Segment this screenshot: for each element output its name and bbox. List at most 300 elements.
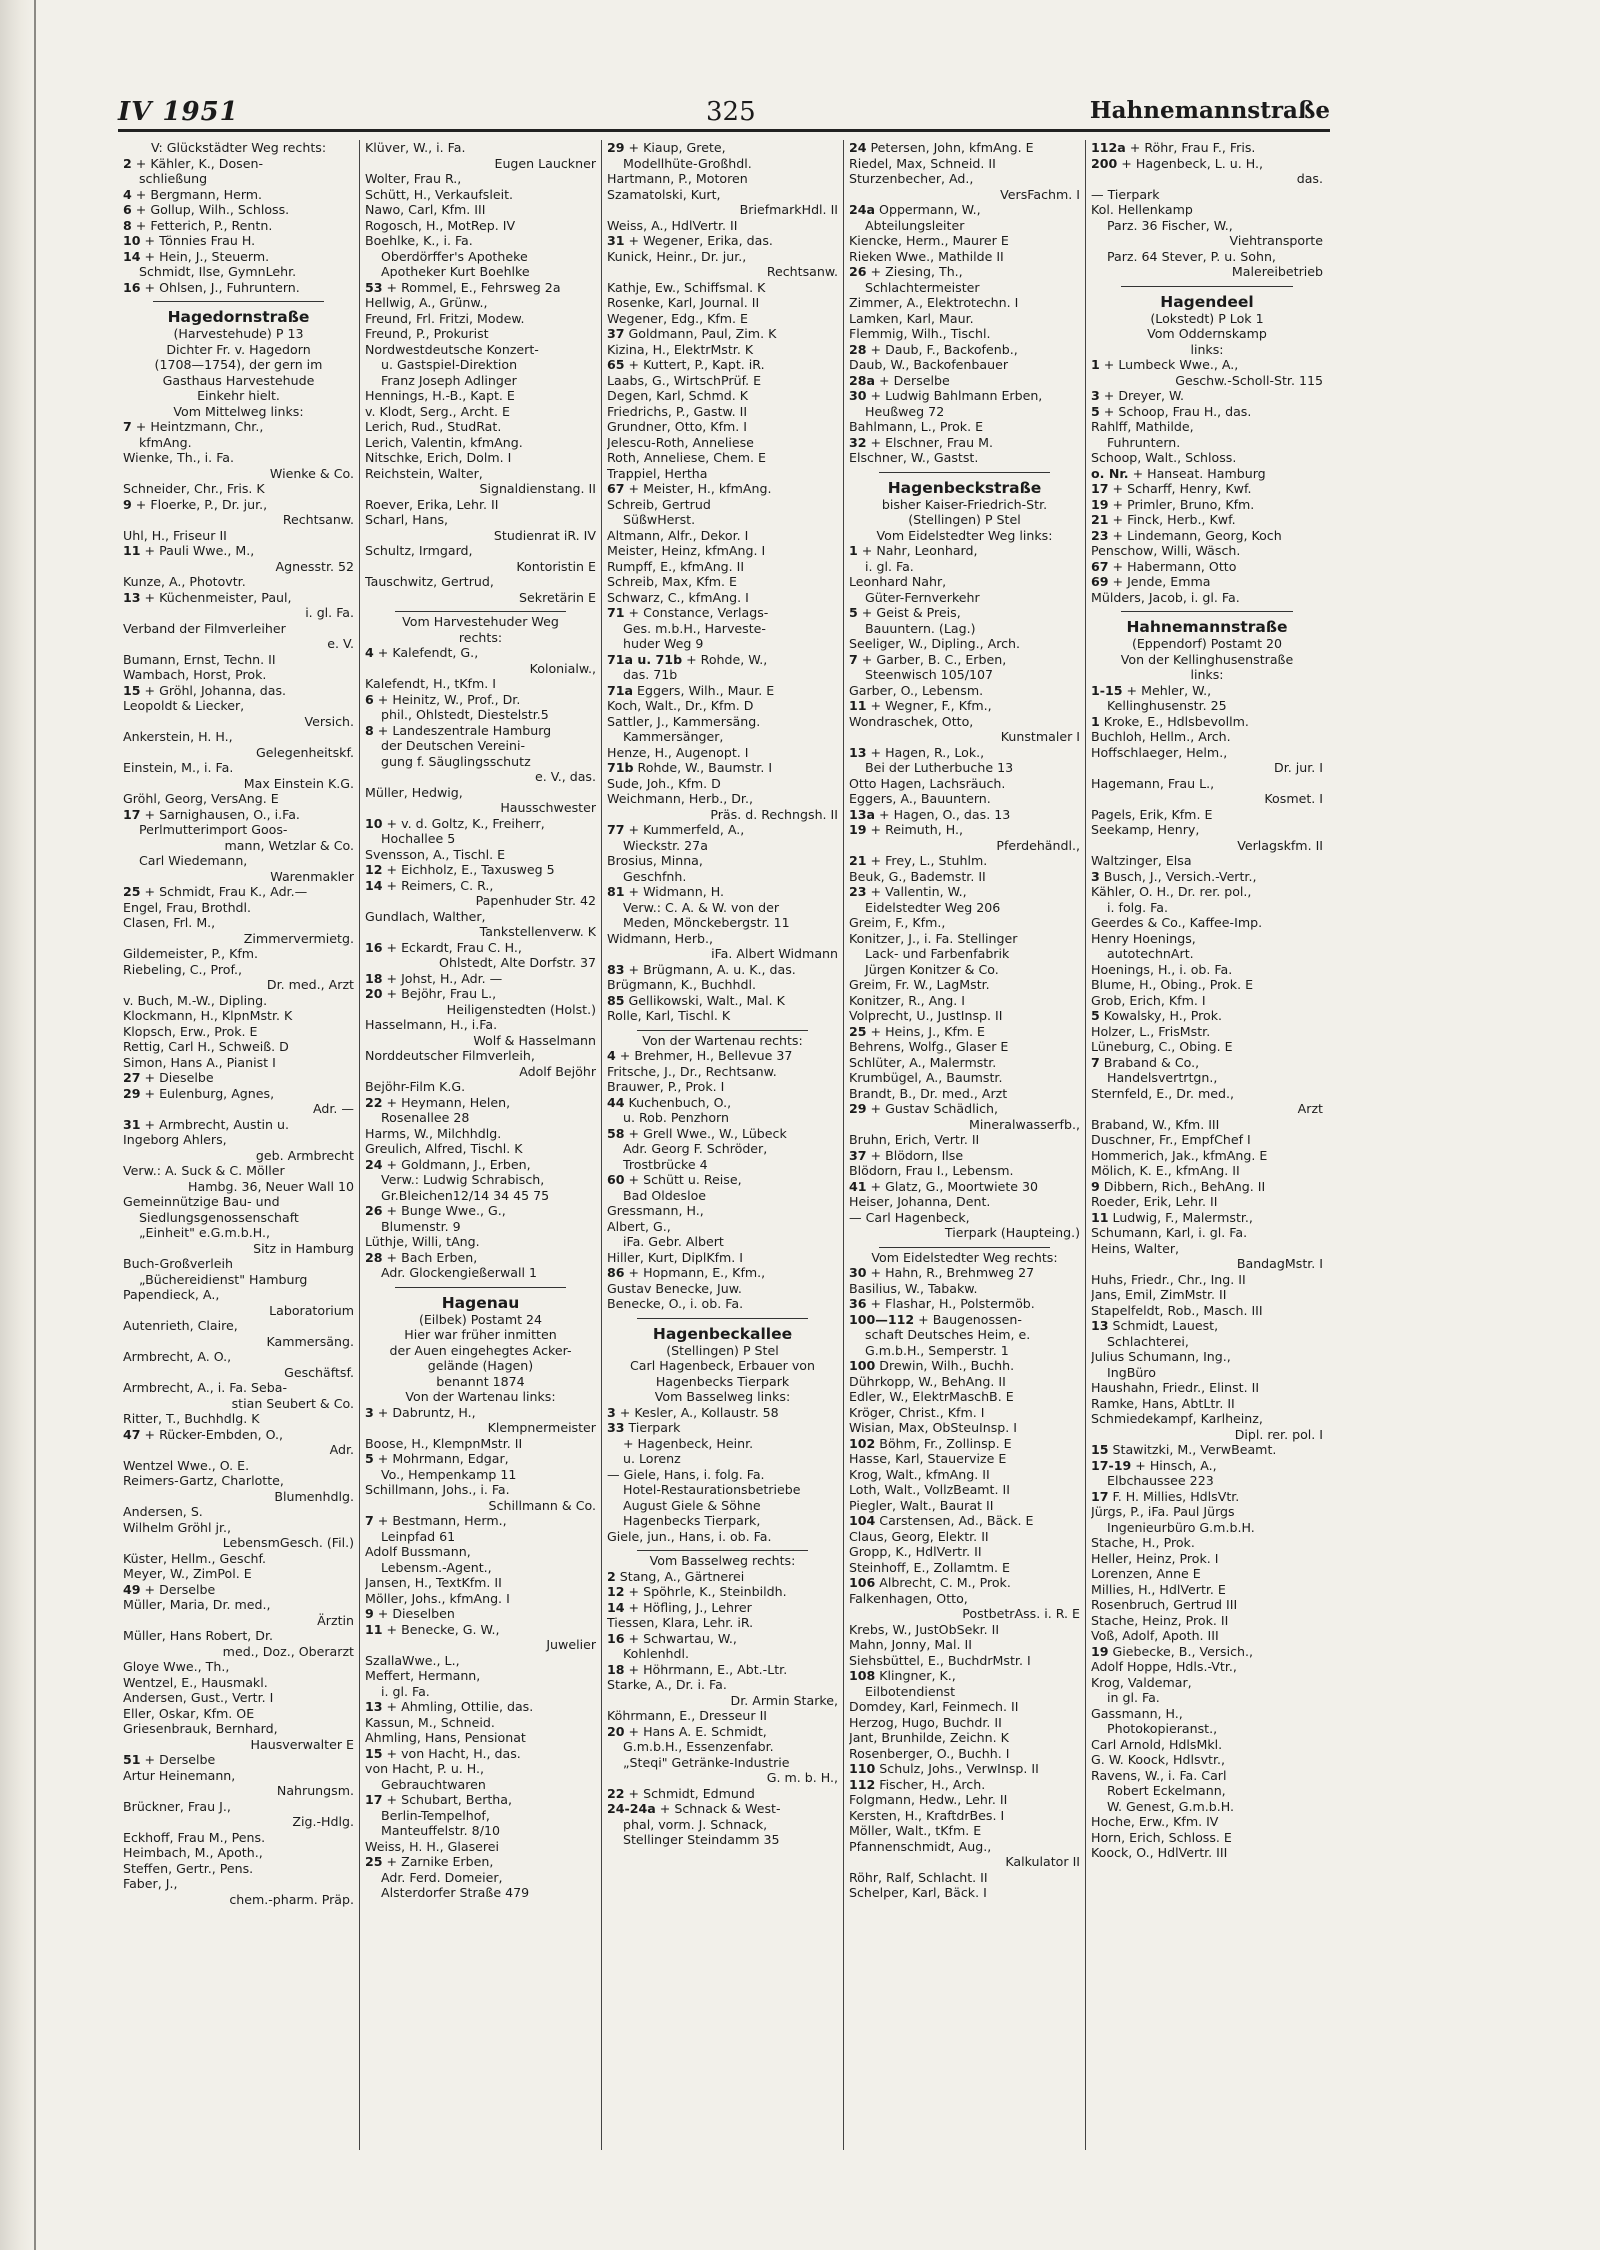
directory-line: Papenhuder Str. 42 [475, 893, 596, 908]
directory-line: 5 Kowalsky, H., Prok. [1091, 1008, 1223, 1023]
directory-line: 108 Klingner, K., [849, 1668, 956, 1683]
directory-line: Dr. med., Arzt [266, 977, 354, 992]
directory-line: + Hagenbeck, Heinr. [623, 1435, 754, 1451]
directory-line: Jelescu-Roth, Anneliese [607, 434, 754, 450]
directory-line: Adr. — [312, 1101, 354, 1116]
directory-line: Rettig, Carl H., Schweiß. D [123, 1039, 289, 1054]
directory-line: Rosenbruch, Gertrud III [1091, 1597, 1238, 1612]
directory-line: Schmiedekampf, Karlheinz, [1091, 1411, 1263, 1426]
directory-line: Hier war früher inmitten [404, 1327, 557, 1342]
volume-year: IV 1951 [118, 97, 239, 127]
directory-line: 14 + Höfling, J., Lehrer [607, 1599, 752, 1615]
directory-line: Flemmig, Wilh., Tischl. [849, 326, 991, 341]
directory-line: Brandt, B., Dr. med., Arzt [849, 1085, 1008, 1101]
directory-line: Trostbrücke 4 [623, 1156, 708, 1172]
directory-line: Kalkulator II [1005, 1854, 1080, 1869]
directory-line: Grundner, Otto, Kfm. I [607, 419, 747, 434]
directory-line: Millies, H., HdlVertr. E [1091, 1581, 1226, 1597]
directory-line: Vom Eidelstedter Weg links: [876, 527, 1053, 543]
directory-line: Kunick, Heinr., Dr. jur., [607, 248, 747, 264]
directory-line: Eller, Oskar, Kfm. OE [123, 1705, 255, 1721]
directory-line: Arzt [1297, 1101, 1323, 1116]
directory-line: 24 Petersen, John, kfmAng. E [849, 140, 1034, 155]
directory-line: Kammersäng. [266, 1333, 354, 1349]
directory-line: 65 + Kuttert, P., Kapt. iR. [607, 357, 765, 372]
directory-line: i. gl. Fa. [865, 558, 914, 574]
directory-line: Rieken Wwe., Mathilde II [849, 248, 1004, 264]
directory-line: Stache, Heinz, Prok. II [1091, 1612, 1229, 1628]
directory-line: SzallaWwe., L., [365, 1652, 460, 1668]
directory-line: Meyer, W., ZimPol. E [123, 1566, 252, 1581]
directory-line: Koch, Walt., Dr., Kfm. D [607, 698, 754, 713]
directory-line: Schreib, Gertrud [607, 496, 711, 512]
directory-line: 71b Rohde, W., Baumstr. I [607, 760, 773, 775]
directory-line: u. Rob. Penzhorn [623, 1110, 729, 1125]
directory-line: Malereibetrieb [1231, 264, 1323, 279]
directory-line: (Eppendorf) Postamt 20 [1131, 636, 1283, 651]
directory-line: 26 + Bunge Wwe., G., [365, 1203, 506, 1218]
directory-line: Henze, H., Augenopt. I [607, 744, 749, 760]
directory-line: G.m.b.H., Semperstr. 1 [865, 1342, 1009, 1358]
directory-line: Horn, Erich, Schloss. E [1091, 1829, 1232, 1845]
directory-line: 110 Schulz, Johs., VerwInsp. II [849, 1761, 1039, 1776]
directory-line: Ingeborg Ahlers, [123, 1132, 227, 1147]
directory-line: Andersen, Gust., Vertr. I [123, 1690, 274, 1705]
directory-line: 25 + Zarnike Erben, [365, 1854, 494, 1869]
directory-line: iFa. Gebr. Albert [623, 1234, 724, 1249]
directory-line: Franz Joseph Adlinger [381, 372, 517, 388]
directory-line: Hagenbecks Tierpark [655, 1373, 790, 1389]
directory-line: Greim, Fr. W., LagMstr. [849, 977, 990, 992]
directory-line: Penschow, Willi, Wäsch. [1091, 543, 1241, 558]
directory-line: Jant, Brunhilde, Zeichn. K [849, 1730, 1009, 1745]
directory-line: Verw.: A. Suck & C. Möller [123, 1163, 285, 1178]
directory-line: 6 + Heinitz, W., Prof., Dr. [365, 691, 521, 707]
directory-line: Hagemann, Frau L., [1091, 775, 1215, 791]
directory-line: 71 + Constance, Verlags- [607, 605, 769, 620]
directory-line: (1708—1754), der gern im [154, 357, 323, 372]
directory-line: Bei der Lutherbuche 13 [865, 760, 1014, 775]
directory-line: Kohlenhdl. [623, 1646, 690, 1661]
directory-line: Julius Schumann, Ing., [1091, 1349, 1231, 1364]
street-heading: Hagenbeckallee [652, 1324, 793, 1343]
section-rule [879, 1247, 1050, 1248]
directory-line: 9 Dibbern, Rich., BehAng. II [1091, 1178, 1266, 1194]
directory-line: Ritter, T., Buchhdlg. K [123, 1411, 260, 1426]
directory-line: 7 + Garber, B. C., Erben, [849, 651, 1007, 667]
section-rule [1121, 286, 1293, 287]
directory-line: Stellinger Steindamm 35 [623, 1832, 780, 1847]
directory-line: 8 + Landeszentrale Hamburg [365, 722, 552, 738]
directory-line: Jansen, H., TextKfm. II [365, 1575, 502, 1590]
directory-line: 71a Eggers, Wilh., Maur. E [607, 682, 775, 698]
directory-line: 58 + Grell Wwe., W., Lübeck [607, 1125, 787, 1141]
directory-line: 13 + Ahmling, Ottilie, das. [365, 1699, 534, 1714]
directory-line: 17 + Sarnighausen, O., i.Fa. [123, 806, 300, 822]
directory-line: — Carl Hagenbeck, [849, 1209, 970, 1225]
directory-line: Roever, Erika, Lehr. II [365, 496, 499, 512]
directory-line: Ges. m.b.H., Harveste- [623, 620, 766, 636]
directory-line: benannt 1874 [436, 1373, 525, 1389]
directory-line: Freund, P., Prokurist [365, 326, 489, 341]
directory-line: Klempnermeister [487, 1420, 596, 1435]
directory-line: Gundlach, Walther, [365, 908, 486, 924]
directory-line: 11 + Benecke, G. W., [365, 1621, 500, 1637]
directory-line: — Tierpark [1091, 186, 1160, 202]
directory-line: Steinhoff, E., Zollamtm. E [849, 1559, 1010, 1575]
directory-line: Reichstein, Walter, [365, 465, 483, 481]
directory-line: Rosenallee 28 [381, 1110, 470, 1125]
directory-line: Hambg. 36, Neuer Wall 10 [188, 1178, 354, 1194]
directory-line: phal, vorm. J. Schnack, [623, 1816, 768, 1832]
directory-line: Ravens, W., i. Fa. Carl [1091, 1767, 1227, 1783]
directory-line: 7 Braband & Co., [1091, 1054, 1200, 1070]
directory-line: Buch-Großverleih [123, 1256, 233, 1271]
directory-line: Faber, J., [123, 1876, 178, 1891]
directory-line: Norddeutscher Filmverleih, [365, 1048, 535, 1063]
directory-line: Engel, Frau, Brothdl. [123, 899, 252, 915]
directory-line: Hochallee 5 [381, 831, 456, 846]
directory-line: 15 Stawitzki, M., VerwBeamt. [1091, 1442, 1277, 1457]
directory-line: Degen, Karl, Schmd. K [607, 388, 749, 403]
directory-line: 69 + Jende, Emma [1091, 574, 1211, 589]
directory-line: Kröger, Christ., Kfm. I [849, 1404, 985, 1420]
directory-line: 33 Tierpark [607, 1420, 681, 1435]
directory-line: Heußweg 72 [865, 403, 945, 419]
directory-line: Garber, O., Lebensm. [849, 682, 984, 698]
column-1 [118, 140, 360, 2150]
directory-line: Holzer, L., FrisMstr. [1091, 1023, 1211, 1039]
directory-line: Greulich, Alfred, Tischl. K [365, 1141, 523, 1156]
directory-line: Hellwig, A., Grünw., [365, 295, 488, 310]
directory-line: Heimbach, M., Apoth., [123, 1845, 263, 1860]
text-columns [118, 140, 1330, 2150]
directory-line: Kizina, H., ElektrMstr. K [607, 341, 754, 357]
directory-line: Papendieck, A., [123, 1287, 220, 1302]
directory-line: v. Klodt, Serg., Archt. E [365, 403, 510, 419]
directory-line: Vo., Hempenkamp 11 [381, 1466, 517, 1482]
directory-line: G.m.b.H., Essenzenfabr. [623, 1739, 774, 1754]
directory-line: 11 Ludwig, F., Malermstr., [1091, 1209, 1253, 1225]
directory-line: 12 + Spöhrle, K., Steinbildh. [607, 1584, 787, 1599]
directory-line: Sternfeld, E., Dr. med., [1091, 1085, 1235, 1101]
directory-line: Lebensm.-Agent., [381, 1559, 492, 1575]
directory-line: 28 + Bach Erben, [365, 1249, 478, 1265]
directory-line: Mülders, Jacob, i. gl. Fa. [1091, 589, 1240, 605]
directory-line: Schultz, Irmgard, [365, 543, 473, 558]
directory-line: Kolonialw., [529, 660, 596, 676]
directory-line: Sturzenbecher, Ad., [849, 171, 974, 186]
directory-line: Boehlke, K., i. Fa. [365, 233, 473, 248]
directory-line: Giele, jun., Hans, i. ob. Fa. [607, 1528, 772, 1544]
directory-line: Heins, Walter, [1091, 1240, 1179, 1256]
directory-line: Jürgs, P., iFa. Paul Jürgs [1091, 1504, 1235, 1519]
directory-line: Steffen, Gertr., Pens. [123, 1860, 254, 1876]
directory-line: Gebrauchtwaren [381, 1776, 486, 1792]
directory-line: Tankstellenverw. K [479, 924, 596, 939]
directory-line: Herzog, Hugo, Buchdr. II [849, 1714, 1002, 1730]
directory-line: Konitzer, R., Ang. I [849, 992, 965, 1008]
directory-line: Hoche, Erw., Kfm. IV [1091, 1814, 1219, 1829]
directory-line: 15 + Gröhl, Johanna, das. [123, 682, 287, 698]
directory-line: Schillmann & Co. [488, 1497, 596, 1513]
directory-line: 25 + Schmidt, Frau K., Adr.— [123, 884, 308, 899]
directory-line: 10 + v. d. Goltz, K., Freiherr, [365, 815, 545, 831]
directory-line: 1 Kroke, E., Hdlsbevollm. [1091, 713, 1249, 729]
directory-line: Adr. Georg F. Schröder, [623, 1141, 768, 1156]
directory-line: Hotel-Restaurationsbetriebe [623, 1482, 801, 1497]
directory-line: Meister, Heinz, kfmAng. I [607, 543, 766, 558]
directory-line: Alsterdorfer Straße 479 [381, 1885, 530, 1900]
directory-line: 25 + Heins, J., Kfm. E [849, 1023, 986, 1039]
directory-line: Eidelstedter Weg 206 [865, 899, 1001, 915]
directory-line: Müller, Maria, Dr. med., [123, 1597, 271, 1612]
directory-line: Lack- und Farbenfabrik [865, 946, 1010, 961]
directory-line: Roth, Anneliese, Chem. E [607, 450, 766, 465]
directory-line: Kellinghusenstr. 25 [1107, 698, 1227, 713]
directory-line: Kähler, O. H., Dr. rer. pol., [1091, 884, 1252, 899]
directory-line: Gr.Bleichen12/14 34 45 75 [381, 1187, 550, 1203]
directory-line: Bruhn, Erich, Vertr. II [849, 1132, 980, 1147]
directory-line: e. V., das. [534, 769, 596, 784]
directory-line: 6 + Gollup, Wilh., Schloss. [123, 202, 290, 217]
directory-line: Dichter Fr. v. Hagedorn [166, 341, 311, 357]
directory-line: Schelper, Karl, Bäck. I [849, 1885, 987, 1900]
directory-line: 44 Kuchenbuch, O., [607, 1094, 732, 1110]
directory-line: Autenrieth, Claire, [123, 1318, 238, 1333]
directory-line: u. Gastspiel-Direktion [381, 357, 518, 372]
directory-line: links: [1190, 667, 1224, 682]
directory-line: 37 + Blödorn, Ilse [849, 1147, 964, 1163]
directory-line: Einstein, M., i. Fa. [123, 760, 234, 775]
directory-line: Laabs, G., WirtschPrüf. E [607, 372, 762, 388]
directory-line: Kontoristin E [516, 558, 596, 574]
directory-line: Zimmervermietg. [243, 930, 354, 946]
directory-line: Lerich, Rud., StudRat. [365, 419, 502, 434]
directory-line: Adolf Bussmann, [365, 1544, 471, 1559]
directory-line: Leopoldt & Liecker, [123, 698, 245, 713]
directory-line: 30 + Hahn, R., Brehmweg 27 [849, 1265, 1035, 1280]
directory-line: (Harvestehude) P 13 [173, 326, 304, 341]
directory-line: IngBüro [1107, 1364, 1156, 1380]
directory-line: Gropp, K., HdlVertr. II [849, 1544, 982, 1559]
directory-line: Falkenhagen, Otto, [849, 1590, 968, 1606]
directory-line: Parz. 36 Fischer, W., [1107, 217, 1233, 233]
directory-line: 2 + Kähler, K., Dosen- [123, 155, 263, 171]
directory-line: Ramke, Hans, AbtLtr. II [1091, 1395, 1235, 1411]
directory-line: Steenwisch 105/107 [865, 667, 993, 682]
directory-line: Seekamp, Henry, [1091, 822, 1200, 837]
directory-line: Altmann, Alfr., Dekor. I [607, 527, 749, 543]
street-heading: Hagenbeckstraße [887, 478, 1042, 497]
directory-line: Röhr, Ralf, Schlacht. II [849, 1869, 988, 1885]
directory-line: Ärztin [317, 1612, 354, 1628]
directory-line: 7 + Bestmann, Herm., [365, 1513, 507, 1528]
directory-line: Eggers, A., Bauuntern. [849, 791, 991, 806]
directory-line: Einkehr hielt. [197, 388, 280, 403]
directory-line: Berlin-Tempelhof, [381, 1807, 490, 1823]
directory-line: 29 + Eulenburg, Agnes, [123, 1085, 275, 1101]
directory-line: 5 + Geist & Preis, [849, 605, 961, 620]
directory-line: Kosmet. I [1264, 791, 1323, 806]
directory-line: Studienrat iR. IV [493, 527, 596, 543]
directory-line: 29 + Gustav Schädlich, [849, 1101, 999, 1116]
directory-line: Krog, Valdemar, [1091, 1674, 1192, 1690]
directory-line: Geerdes & Co., Kaffee-Imp. [1091, 915, 1263, 930]
directory-line: Kol. Hellenkamp [1091, 202, 1193, 217]
directory-line: Hasse, Karl, Stauervize E [849, 1451, 1007, 1466]
directory-line: Wilhelm Gröhl jr., [123, 1519, 232, 1535]
directory-line: Jürgen Konitzer & Co. [865, 961, 999, 977]
directory-line: 1 + Nahr, Leonhard, [849, 543, 978, 558]
directory-line: August Giele & Söhne [623, 1497, 761, 1513]
directory-line: 81 + Widmann, H. [607, 884, 724, 899]
directory-line: Müller, Hans Robert, Dr. [123, 1628, 273, 1643]
directory-line: Pferdehändl., [996, 837, 1080, 853]
directory-line: Modellhüte-Großhdl. [623, 155, 752, 171]
directory-line: Carl Hagenbeck, Erbauer von [630, 1358, 815, 1373]
directory-line: Heiser, Johanna, Dent. [849, 1194, 991, 1209]
directory-line: Gröhl, Georg, VersAng. E [123, 791, 279, 806]
directory-line: Krog, Walt., kfmAng. II [849, 1466, 990, 1482]
directory-line: Fritsche, J., Dr., Rechtsanw. [607, 1063, 777, 1079]
directory-line: G. m. b. H., [766, 1770, 838, 1785]
street-heading: Hahnemannstraße [1126, 618, 1288, 636]
directory-line: Adolf Hoppe, Hdls.-Vtr., [1091, 1659, 1237, 1674]
directory-line: Nordwestdeutsche Konzert- [365, 341, 539, 357]
column-5 [1086, 140, 1328, 2150]
directory-line: 19 + Reimuth, H., [849, 822, 963, 837]
directory-line: Bejöhr-Film K.G. [365, 1079, 466, 1094]
directory-line: Huhs, Friedr., Chr., Ing. II [1091, 1271, 1246, 1287]
directory-line: — Giele, Hans, i. folg. Fa. [607, 1466, 765, 1482]
directory-line: 17 F. H. Millies, HdlsVtr. [1091, 1488, 1240, 1504]
section-rule [395, 611, 566, 612]
directory-line: 4 + Brehmer, H., Bellevue 37 [607, 1048, 793, 1063]
directory-line: Dr. jur. I [1274, 760, 1323, 775]
directory-line: Zimmer, A., Elektrotechn. I [849, 295, 1019, 310]
directory-line: W. Genest, G.m.b.H. [1107, 1798, 1235, 1814]
directory-line: Schreib, Max, Kfm. E [607, 574, 738, 589]
directory-line: 85 Gellikowski, Walt., Mal. K [607, 992, 785, 1008]
directory-line: Trappiel, Hertha [607, 465, 708, 481]
directory-line: kfmAng. [139, 434, 192, 450]
directory-line: 9 + Floerke, P., Dr. jur., [123, 496, 268, 512]
directory-line: Beuk, G., Bademstr. II [849, 868, 986, 884]
directory-line: Gemeinnützige Bau- und [123, 1194, 280, 1209]
directory-line: Braband, W., Kfm. III [1091, 1116, 1220, 1132]
directory-line: 112 Fischer, H., Arch. [849, 1776, 986, 1792]
directory-line: 104 Carstensen, Ad., Bäck. E [849, 1513, 1034, 1528]
directory-line: Rechtsanw. [766, 264, 838, 279]
section-rule [1121, 611, 1293, 612]
directory-line: 12 + Eichholz, E., Taxusweg 5 [365, 862, 555, 877]
directory-line: Vom Harvestehuder Weg [402, 614, 559, 629]
directory-line: gung f. Säuglingsschutz [381, 753, 531, 769]
directory-line: Gressmann, H., [607, 1203, 704, 1218]
directory-line: Konitzer, J., i. Fa. Stellinger [849, 930, 1018, 946]
directory-line: Agnesstr. 52 [275, 558, 354, 574]
directory-line: 4 + Bergmann, Herm. [123, 186, 263, 202]
directory-line: 3 + Kesler, A., Kollaustr. 58 [607, 1404, 779, 1420]
directory-line: Rosenke, Karl, Journal. II [607, 295, 760, 310]
directory-line: 86 + Hopmann, E., Kfm., [607, 1265, 766, 1280]
directory-line: 10 + Tönnies Frau H. [123, 233, 256, 248]
directory-line: 19 Giebecke, B., Versich., [1091, 1643, 1253, 1659]
directory-line: LebensmGesch. (Fil.) [222, 1535, 354, 1550]
directory-line: Wisian, Max, ObSteuInsp. I [849, 1420, 1018, 1435]
directory-line: 28a + Derselbe [849, 372, 950, 388]
directory-line: Apotheker Kurt Boehlke [381, 264, 530, 279]
directory-line: Rosenberger, O., Buchh. I [849, 1745, 1010, 1761]
section-rule [153, 301, 324, 302]
directory-line: 24 + Goldmann, J., Erben, [365, 1156, 531, 1172]
directory-line: Robert Eckelmann, [1107, 1783, 1226, 1798]
directory-line: Lüthje, Willi, tAng. [365, 1234, 480, 1249]
directory-line: Buchloh, Hellm., Arch. [1091, 729, 1231, 744]
directory-line: i. folg. Fa. [1107, 899, 1168, 915]
directory-line: 3 + Dabruntz, H., [365, 1404, 476, 1420]
section-rule [879, 472, 1050, 473]
directory-line: Kathje, Ew., Schiffsmal. K [607, 279, 766, 295]
directory-line: Signaldienstang. II [479, 481, 596, 496]
directory-line: Freund, Frl. Fritzi, Modew. [365, 310, 525, 326]
directory-line: Schoop, Walt., Schloss. [1091, 450, 1237, 465]
directory-line: Gloye Wwe., Th., [123, 1659, 230, 1674]
directory-line: 18 + Höhrmann, E., Abt.-Ltr. [607, 1661, 788, 1677]
directory-line: Kalefendt, H., tKfm. I [365, 676, 496, 691]
directory-line: Gustav Benecke, Juw. [607, 1280, 742, 1296]
directory-line: Siedlungsgenossenschaft [139, 1209, 299, 1225]
directory-line: 7 + Heintzmann, Chr., [123, 419, 264, 434]
directory-line: Nahrungsm. [276, 1783, 354, 1798]
directory-line: Weichmann, Herb., Dr., [607, 791, 753, 806]
directory-line: Sitz in Hamburg [253, 1240, 354, 1256]
directory-line: Wolf & Hasselmann [473, 1032, 596, 1048]
directory-line: Blödorn, Frau I., Lebensm. [849, 1163, 1014, 1178]
directory-line: Dührkopp, W., BehAng. II [849, 1373, 1006, 1389]
directory-line: 15 + von Hacht, H., das. [365, 1745, 521, 1761]
directory-line: 1 + Lumbeck Wwe., A., [1091, 357, 1239, 372]
directory-line: 47 + Rücker-Embden, O., [123, 1426, 284, 1442]
directory-line: phil., Ohlstedt, Diestelstr.5 [381, 707, 549, 722]
directory-line: Duschner, Fr., EmpfChef I [1091, 1132, 1251, 1147]
directory-line: 100—112 + Baugenossen- [849, 1311, 1022, 1327]
directory-line: Schlachterei, [1107, 1333, 1189, 1349]
directory-line: Hennings, H.-B., Kapt. E [365, 388, 515, 403]
directory-line: Harms, W., Milchhdlg. [365, 1125, 502, 1141]
directory-line: VersFachm. I [1000, 186, 1080, 202]
page-number: 325 [706, 97, 756, 127]
directory-line: Heiligenstedten (Holst.) [446, 1001, 596, 1017]
directory-line: 112a + Röhr, Frau F., Fris. [1091, 140, 1256, 155]
directory-line: 60 + Schütt u. Reise, [607, 1172, 742, 1187]
directory-line: 31 + Armbrecht, Austin u. [123, 1116, 289, 1132]
directory-line: Loth, Walt., VollzBeamt. II [849, 1482, 1010, 1497]
directory-line: 8 + Fetterich, P., Rentn. [123, 217, 273, 233]
directory-line: 102 Böhm, Fr., Zollinsp. E [849, 1435, 1012, 1451]
directory-line: Photokopieranst., [1107, 1721, 1218, 1736]
directory-line: Svensson, A., Tischl. E [365, 846, 506, 862]
directory-line: Gelegenheitskf. [255, 744, 354, 760]
directory-line: Schwarz, C., kfmAng. I [607, 589, 749, 605]
directory-line: Sattler, J., Kammersäng. [607, 713, 761, 729]
directory-line: Manteuffelstr. 8/10 [381, 1823, 500, 1838]
directory-line: Von der Kellinghusenstraße [1120, 651, 1294, 667]
directory-line: Hagenbecks Tierpark, [623, 1513, 761, 1528]
directory-line: 17 + Schubart, Bertha, [365, 1792, 513, 1807]
directory-line: Lamken, Karl, Maur. [849, 310, 974, 326]
